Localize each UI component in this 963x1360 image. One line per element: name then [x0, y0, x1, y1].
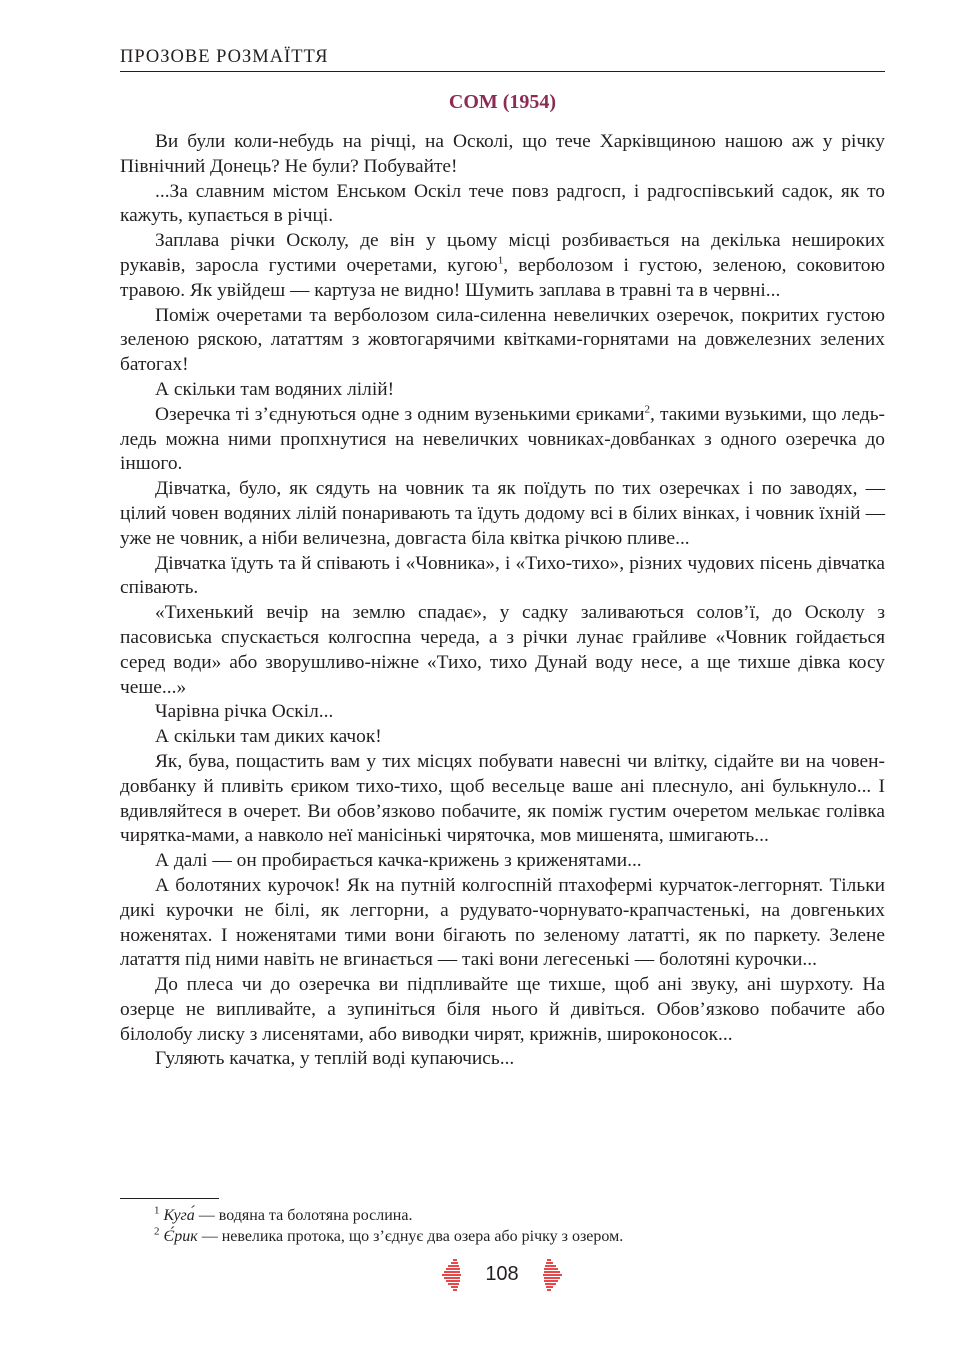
footnote-number: 1 — [154, 1204, 160, 1217]
running-head: ПРОЗОВЕ РОЗМАЇТТЯ — [120, 44, 885, 72]
paragraph: «Тихенький вечір на землю спадає», у садку заливаються солов’ї, до Осколу з пасовиська спускається колгоспна череда, а з річки лунає грайливе «Човник гойдається серед води» або зворушливо-ніжне «Тихо, тихо Дунай воду несе, а ще тихше дівка косу чеше...» — [120, 602, 885, 698]
paragraph: А болотяних курочок! Як на путній колгоспній птахофермі курчаток-леггорнят. Тільки дикі курочки не білі, як леггорни, а рудувато-чорнувато-крапчастенькі, на довгеньких ноженятах. І ноженятами тими вони бігають по зеленому лататті, як по паркету. Зелене латаття під ними навіть не вгинається — такі вони легесенькі — болотяні курочки... — [120, 874, 885, 971]
article-body — [120, 130, 885, 1072]
paragraph: Дівчатка їдуть та й співають і «Човника», і «Тихо-тихо», різних чудових пісень дівчатка співають. — [120, 552, 885, 599]
page-number-block — [441, 1258, 563, 1292]
footnote-number: 2 — [154, 1225, 160, 1238]
paragraph: Чарівна річка Оскіл... — [155, 701, 334, 723]
paragraph: А скільки там водяних лілій! — [155, 378, 395, 400]
footnote-ref[interactable]: 1 — [497, 254, 504, 267]
paragraph: Заплава річки Осколу, де він у цьому місці розбивається на декілька нешироких рукавів, заросла густими очеретами, кугою$^1$, верболозом і густою, зеленою, соковитою травою. Як увійдеш — картуза не видно! Шумить заплава в травні та в червні... — [120, 230, 885, 301]
paragraph: ...За славним містом Енськом Оскіл тече повз радгосп, і радгоспівський садок, як то кажуть, купається в річці. — [120, 180, 885, 227]
paragraph: А скільки там диких качок! — [155, 726, 382, 748]
paragraph: До плеса чи до озеречка ви підпливайте ще тихше, щоб ані звуку, ані шурхоту. На озерце не випливайте, а зупиніться біля нього й дивіться. Обов’язково побачите або білолобу лиску з лисенятами, або виводки чирят, крижнів, широконосок... — [120, 974, 885, 1045]
paragraph: Ви були коли-небудь на річці, на Осколі, що тече Харківщиною нашою аж у річку Північний Донець? Не були? Побувайте! — [120, 131, 885, 177]
footnote-ref[interactable]: 2 — [644, 403, 650, 416]
paragraph: Озеречка ті з’єднуються одне з одним вузенькими єриками$^2$, такими вузькими, що ледь-ледь можна ними пропхнутися на невеличких човниках-довбанках з одного озеречка до іншого. — [120, 403, 886, 475]
page-number: 108 — [485, 1263, 519, 1285]
article-title: СОМ (1954) — [448, 91, 557, 113]
paragraph: Гуляють качатка, у теплій воді купаючись... — [155, 1048, 515, 1070]
footnote — [120, 1205, 885, 1226]
footnote-divider — [120, 1198, 219, 1199]
footnote — [120, 1226, 885, 1247]
footnote-definition: — невелика протока, що з’єднує два озера або річку з озером. — [197, 1228, 624, 1245]
paragraph: Дівчатка, було, як сядуть на човник та як поїдуть по тих озеречках і по заводях, — цілий човен водяних лілій понаривають та їдуть додому всі в білих вінках, і човник їхній — уже не човник, а ніби величезна, довгаста біла квітка річкою пливе... — [120, 478, 885, 549]
footnote-term: Куга́ — [163, 1207, 195, 1224]
paragraph: А далі — он пробирається качка-крижень з криженятами... — [155, 850, 642, 872]
footnote-term: Є́рик — [163, 1228, 198, 1245]
footnote-definition: — водяна та болотяна рослина. — [194, 1207, 413, 1224]
paragraph: Як, бува, пощастить вам у тих місцях побувати навесні чи влітку, сідайте ви на човен-довбанку й пливіть єриком тихо-тихо, щоб весельце ваше ані плеснуло, ані булькнуло... І вдивляйтеся в очерет. Ви обов’язково побачите, як поміж густим очеретом мелькає голівка чирятка-мами, а навколо неї манісінькі чиряточка, мов мишенята, шмигають... — [120, 750, 885, 847]
paragraph: Поміж очеретами та верболозом сила-силенна невеличких озеречок, покритих густою зеленою ряскою, лататтям з жовтогарячими квітками-горнятами на довжелезних зелених батогах! — [120, 304, 885, 376]
footnotes — [120, 1205, 885, 1247]
right-ornament-icon — [541, 1258, 563, 1292]
